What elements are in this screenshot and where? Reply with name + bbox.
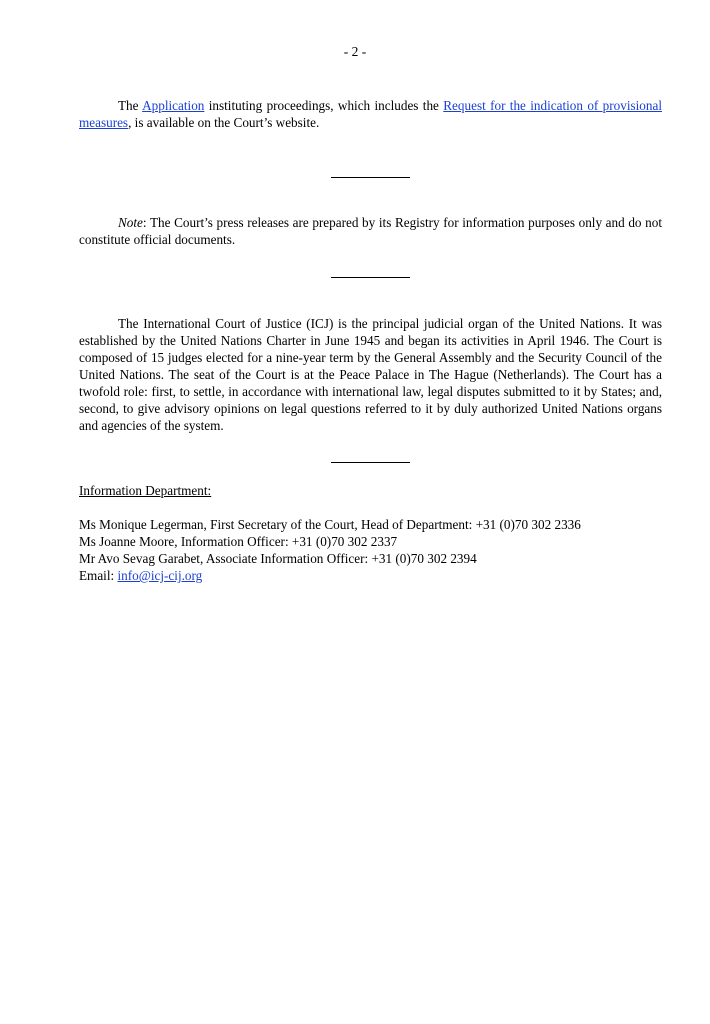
note-paragraph [79,214,662,248]
email-link[interactable]: info@icj-cij.org [117,568,203,583]
provisional-measures-link[interactable]: Request for the indication of provisional measures [79,98,662,130]
contact-line: Ms Monique Legerman, First Secretary of the Court, Head of Department: +31 (0)70 302 2336 [79,517,581,532]
para1-text-a: The [118,98,143,113]
contacts-section [79,482,662,584]
contacts-heading: Information Department: [79,483,212,498]
para1-text-b: instituting proceedings, which includes the [204,98,444,113]
separator-rule-2 [331,277,410,278]
about-icj-paragraph: The International Court of Justice (ICJ) is the principal judicial organ of the United Nations. It was established by the United Nations Charter in June 1945 and began its activities in April 1946. The Court is composed of 15 judges elected for a nine-year term by the General Assembly and the Security Council of the United Nations. The seat of the Court is at the Peace Palace in The Hague (Netherlands). The Court has a twofold role: first, to settle, in accordance with international law, legal disputes submitted to it by States; and, second, to give advisory opinions on legal questions referred to it by duly authorized United Nations organs and agencies of the system. [79,316,662,433]
contact-line: Ms Joanne Moore, Information Officer: +31 (0)70 302 2337 [79,534,398,549]
note-text: : The Court’s press releases are prepared by its Registry for information purposes only and do not constitute official documents. [79,215,662,247]
separator-rule-1 [331,177,410,178]
para1-text-c: , is available on the Court’s website. [128,115,320,130]
separator-rule-3 [331,462,410,463]
email-label: Email: [79,568,118,583]
page-number: - 2 - [343,44,367,59]
note-label: Note [118,215,143,230]
contact-line: Mr Avo Sevag Garabet, Associate Information Officer: +31 (0)70 302 2394 [79,551,477,566]
email-line [79,567,662,584]
application-link[interactable]: Application [142,98,205,113]
application-paragraph [79,97,662,131]
